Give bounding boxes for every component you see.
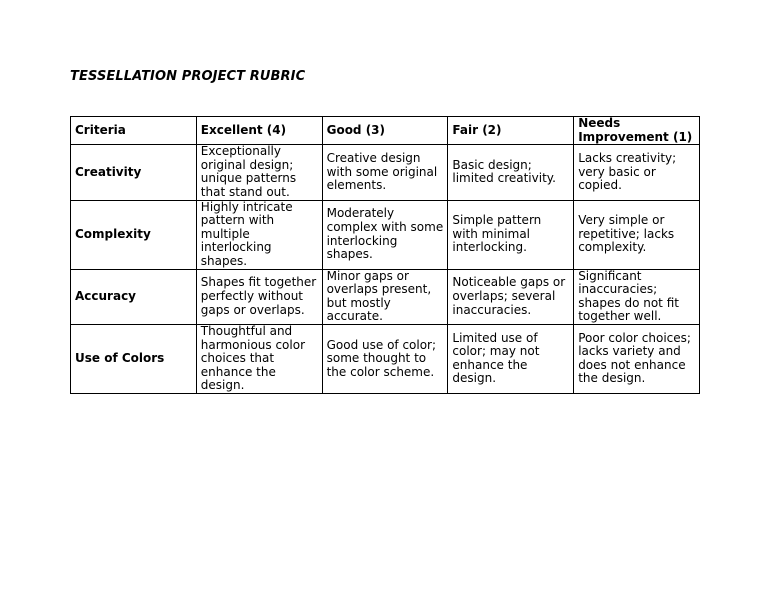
header-excellent: Excellent (4): [196, 117, 322, 145]
header-criteria: Criteria: [71, 117, 197, 145]
criterion-cell: Complexity: [71, 200, 197, 269]
fair-cell: Limited use of color; may not enhance the design.: [448, 324, 574, 393]
header-fair: Fair (2): [448, 117, 574, 145]
excellent-cell: Thoughtful and harmonious color choices that enhance the design.: [196, 324, 322, 393]
excellent-cell: Exceptionally original design; unique patterns that stand out.: [196, 145, 322, 200]
good-cell: Minor gaps or overlaps present, but mostly accurate.: [322, 269, 448, 324]
rubric-table: [70, 116, 700, 394]
good-cell: Creative design with some original elements.: [322, 145, 448, 200]
header-good: Good (3): [322, 117, 448, 145]
document-title: TESSELLATION PROJECT RUBRIC: [70, 69, 306, 84]
needs-improvement-cell: Lacks creativity; very basic or copied.: [574, 145, 700, 200]
excellent-cell: Shapes fit together perfectly without gaps or overlaps.: [196, 269, 322, 324]
good-cell: Moderately complex with some interlocking shapes.: [322, 200, 448, 269]
criterion-cell: Creativity: [71, 145, 197, 200]
excellent-cell: Highly intricate pattern with multiple interlocking shapes.: [196, 200, 322, 269]
table-row: [71, 145, 700, 200]
table-header-row: [71, 117, 700, 145]
table-row: [71, 200, 700, 269]
needs-improvement-cell: Significant inaccuracies; shapes do not fit together well.: [574, 269, 700, 324]
good-cell: Good use of color; some thought to the color scheme.: [322, 324, 448, 393]
needs-improvement-cell: Poor color choices; lacks variety and does not enhance the design.: [574, 324, 700, 393]
header-needs-improvement: Needs Improvement (1): [574, 117, 700, 145]
criterion-cell: Accuracy: [71, 269, 197, 324]
fair-cell: Noticeable gaps or overlaps; several inaccuracies.: [448, 269, 574, 324]
fair-cell: Simple pattern with minimal interlocking.: [448, 200, 574, 269]
criterion-cell: Use of Colors: [71, 324, 197, 393]
table-row: [71, 269, 700, 324]
needs-improvement-cell: Very simple or repetitive; lacks complexity.: [574, 200, 700, 269]
table-row: [71, 324, 700, 393]
fair-cell: Basic design; limited creativity.: [448, 145, 574, 200]
